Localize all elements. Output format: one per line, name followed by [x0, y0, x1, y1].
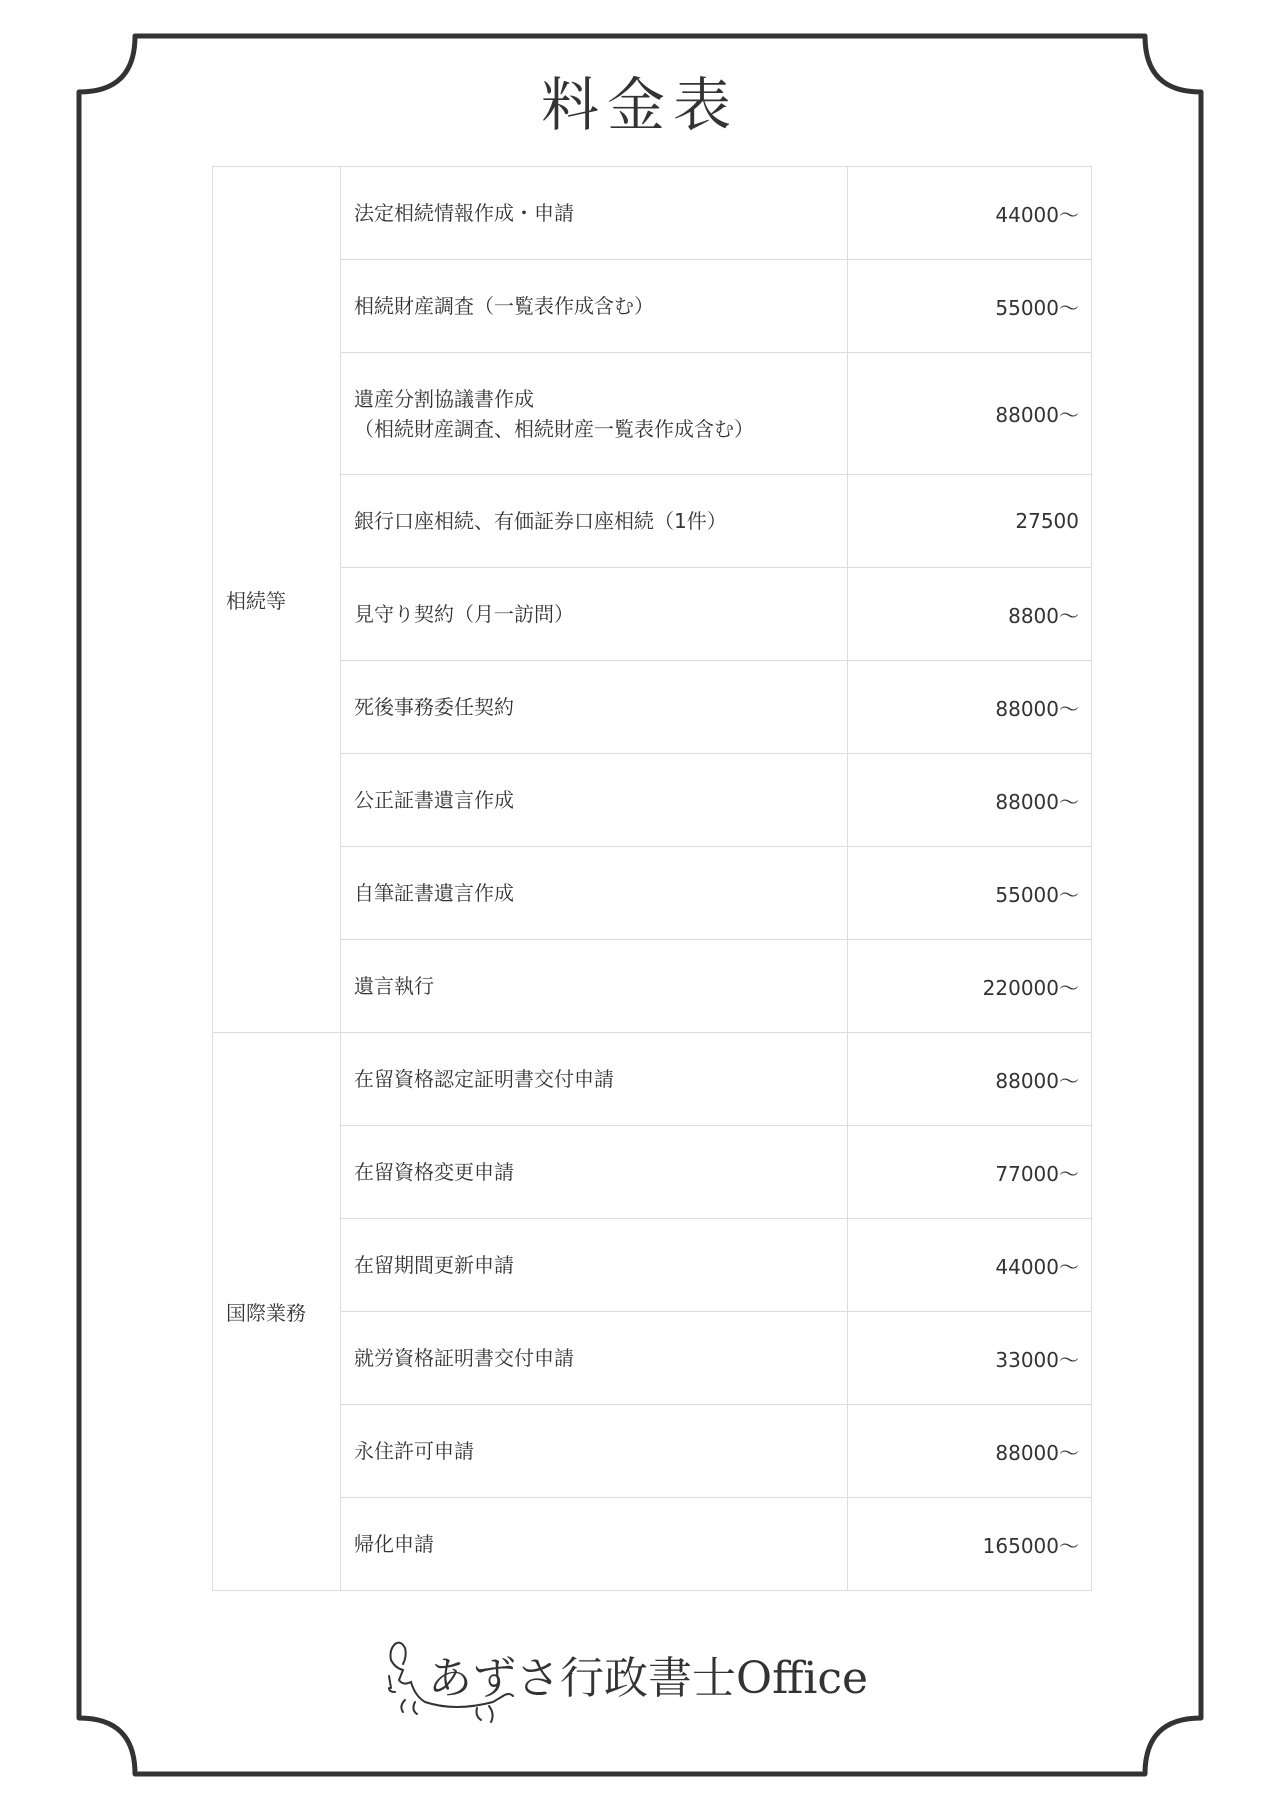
service-price: 88000〜	[848, 754, 1092, 847]
service-name: 見守り契約（月一訪問）	[341, 568, 848, 661]
fee-table	[212, 166, 1092, 1591]
table-row	[213, 260, 1092, 353]
service-name: 帰化申請	[341, 1498, 848, 1591]
table-row	[213, 568, 1092, 661]
service-price: 88000〜	[848, 353, 1092, 475]
table-row	[213, 1312, 1092, 1405]
table-row	[213, 1033, 1092, 1126]
service-name: 死後事務委任契約	[341, 661, 848, 754]
service-name: 銀行口座相続、有価証券口座相続（1件）	[341, 475, 848, 568]
table-row	[213, 1219, 1092, 1312]
service-name: 公正証書遺言作成	[341, 754, 848, 847]
service-price: 55000〜	[848, 260, 1092, 353]
service-name: 遺産分割協議書作成	[354, 386, 534, 411]
logo-text: あずさ行政書士Office	[428, 1653, 869, 1704]
service-price: 55000〜	[848, 847, 1092, 940]
table-row	[213, 1126, 1092, 1219]
service-price: 44000〜	[848, 1219, 1092, 1312]
category-label-inheritance: 相続等	[213, 167, 341, 1033]
category-label-international: 国際業務	[213, 1033, 341, 1591]
table-row	[213, 167, 1092, 260]
table-row	[213, 353, 1092, 475]
service-price: 220000〜	[848, 940, 1092, 1033]
service-price: 27500	[848, 475, 1092, 568]
service-name-multiline	[341, 353, 848, 475]
service-name: 遺言執行	[341, 940, 848, 1033]
service-price: 88000〜	[848, 661, 1092, 754]
table-row	[213, 754, 1092, 847]
service-price: 88000〜	[848, 1033, 1092, 1126]
service-price: 33000〜	[848, 1312, 1092, 1405]
service-name: 相続財産調査（一覧表作成含む）	[341, 260, 848, 353]
service-name: 法定相続情報作成・申請	[341, 167, 848, 260]
service-price: 165000〜	[848, 1498, 1092, 1591]
table-row	[213, 661, 1092, 754]
service-name: 永住許可申請	[341, 1405, 848, 1498]
service-name: 在留資格変更申請	[341, 1126, 848, 1219]
page-title: 料金表	[540, 71, 739, 139]
table-row	[213, 1498, 1092, 1591]
table-row	[213, 1405, 1092, 1498]
office-logo	[385, 1636, 875, 1746]
service-price: 44000〜	[848, 167, 1092, 260]
service-price: 77000〜	[848, 1126, 1092, 1219]
service-name: 自筆証書遺言作成	[341, 847, 848, 940]
table-row	[213, 940, 1092, 1033]
table-row	[213, 847, 1092, 940]
table-row	[213, 475, 1092, 568]
service-price: 88000〜	[848, 1405, 1092, 1498]
service-name: 就労資格証明書交付申請	[341, 1312, 848, 1405]
service-name: 在留期間更新申請	[341, 1219, 848, 1312]
service-name: 在留資格認定証明書交付申請	[341, 1033, 848, 1126]
service-price: 8800〜	[848, 568, 1092, 661]
service-note: （相続財産調査、相続財産一覧表作成含む）	[354, 416, 754, 441]
